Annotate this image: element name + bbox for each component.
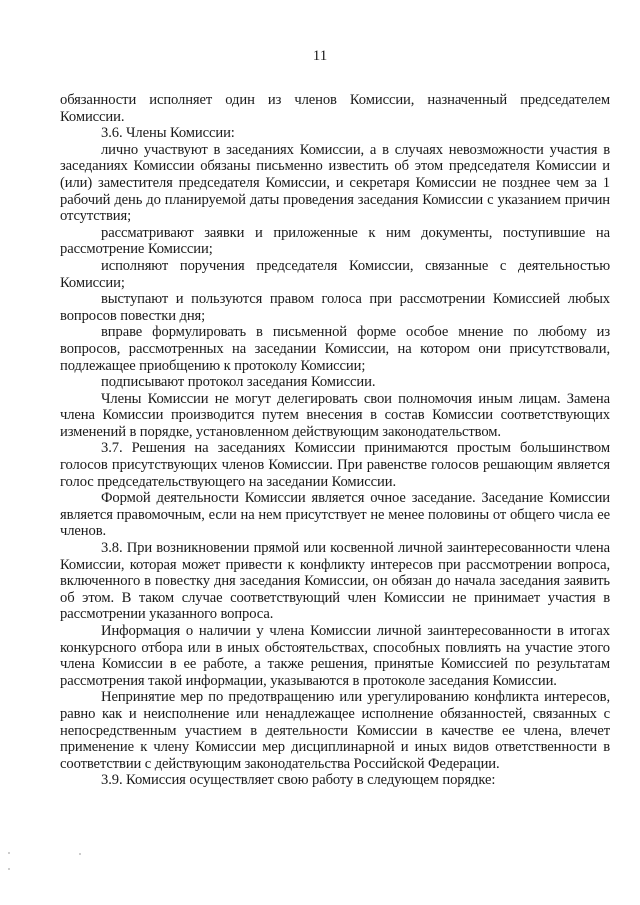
paragraph: подписывают протокол заседания Комиссии. [101, 374, 376, 391]
page-number: 11 [312, 48, 328, 64]
paragraph: обязанности исполняет один из членов Комиссии, назначенный председателем Комиссии. [60, 92, 610, 125]
paragraph: Непринятие мер по предотвращению или урегулированию конфликта интересов, равно как и неисполнение или ненадлежащее исполнение обязанностей, связанных с непосредственным участием в деятельности Комиссии в качестве ее члена, влечет применение к члену Комиссии мер дисциплинарной и иных видов ответственности в соответствии с действующим законодательства Российской Федерации. [60, 689, 610, 772]
paragraph: Информация о наличии у члена Комиссии личной заинтересованности в итогах конкурсного отбора или в иных обстоятельствах, способных повлиять на участие этого члена Комиссии в ее работе, а также решения, принятые Комиссией по результатам рассмотрения такой информации, указываются в протоколе заседания Комиссии. [60, 623, 610, 689]
paragraph: Члены Комиссии не могут делегировать свои полномочия иным лицам. Замена члена Комиссии производится путем внесения в состав Комиссии соответствующих изменений в порядке, установленном действующим законодательством. [60, 390, 610, 440]
paragraph: 3.9. Комиссия осуществляет свою работу в следующем порядке: [101, 772, 496, 789]
paragraph: Формой деятельности Комиссии является очное заседание. Заседание Комиссии является правомочным, если на нем присутствует не менее половины от общего числа ее членов. [60, 490, 610, 540]
paragraph: исполняют поручения председателя Комиссии, связанные с деятельностью Комиссии; [60, 257, 610, 291]
paragraph: рассматривают заявки и приложенные к ним документы, поступившие на рассмотрение Комиссии; [60, 224, 610, 258]
paragraph: 3.8. При возникновении прямой или косвенной личной заинтересованности члена Комиссии, которая может привести к конфликту интересов при рассмотрении вопроса, включенного в повестку дня заседания Комиссии, он обязан до начала заседания заявить об этом. В таком случае соответствующий член Комиссии не принимает участия в рассмотрении указанного вопроса. [60, 540, 610, 623]
scan-speck [8, 852, 10, 854]
scan-speck [8, 868, 10, 870]
paragraph: лично участвуют в заседаниях Комиссии, а в случаях невозможности участия в заседаниях Комиссии обязаны письменно известить об этом председателя Комиссии и (или) заместителя председателя Комиссии, и секретаря Комиссии не позднее чем за 1 рабочий день до планируемой даты проведения заседания Комиссии с указанием причин отсутствия; [60, 141, 610, 225]
document-body [60, 92, 610, 789]
paragraph: вправе формулировать в письменной форме особое мнение по любому из вопросов, рассмотренных на заседании Комиссии, на котором они присутствовали, подлежащее приобщению к протоколу Комиссии; [60, 324, 610, 374]
section-heading: 3.6. Члены Комиссии: [101, 125, 235, 142]
scan-speck [79, 853, 81, 855]
paragraph: 3.7. Решения на заседаниях Комиссии принимаются простым большинством голосов присутствующих членов Комиссии. При равенстве голосов решающим является голос председательствующего на заседании Комиссии. [60, 440, 610, 490]
paragraph: выступают и пользуются правом голоса при рассмотрении Комиссией любых вопросов повестки дня; [60, 291, 610, 324]
